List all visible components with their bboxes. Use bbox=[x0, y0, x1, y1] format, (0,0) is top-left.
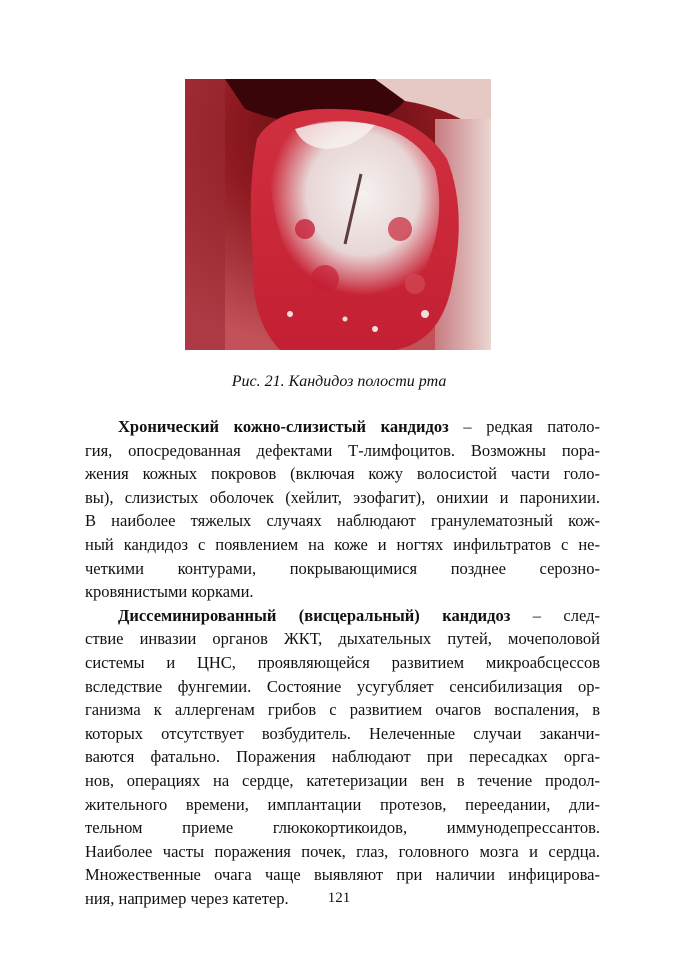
text-line: кровянистыми корками. bbox=[85, 582, 254, 602]
text-line: ствие инвазии органов ЖКТ, дыхательных путей, мочеполовой bbox=[85, 629, 600, 649]
text-line: ганизма к аллергенам грибов с развитием очагов воспаления, в bbox=[85, 700, 600, 720]
text-line: вы), слизистых оболочек (хейлит, эзофагит), онихии и паронихии. bbox=[85, 487, 600, 507]
text-line: жительного времени, имплантации протезов, переедании, дли- bbox=[85, 794, 600, 814]
text-line: Диссеминированный (висцеральный) кандидоз – след- bbox=[118, 605, 600, 625]
text-line: системы и ЦНС, проявляющейся развитием микроабсцессов bbox=[85, 652, 600, 672]
text-line: нов, операциях на сердце, катетеризации вен в течение продол- bbox=[85, 770, 600, 790]
figure-caption: Рис. 21. Кандидоз полости рта bbox=[231, 373, 447, 390]
text-line: Наиболее часты поражения почек, глаз, головного мозга и сердца. bbox=[85, 841, 600, 861]
text-line: Хронический кожно-слизистый кандидоз – редкая патоло- bbox=[118, 417, 600, 436]
text-line: тельном приеме глюкокортикоидов, иммунодепрессантов. bbox=[85, 818, 600, 838]
term-heading: Хронический кожно-слизистый кандидоз bbox=[118, 417, 449, 436]
text-line: вследствие фунгемии. Состояние усугубляет сенсибилизация ор- bbox=[85, 676, 600, 696]
term-heading: Диссеминированный (висцеральный) кандидоз bbox=[118, 605, 511, 625]
text-line: которых отсутствует возбудитель. Нелеченные случаи заканчи- bbox=[85, 723, 600, 743]
text-line: ния, например через катетер. bbox=[85, 888, 289, 908]
text-line: ный кандидоз с появлением на коже и ногтях инфильтратов с не- bbox=[85, 534, 600, 554]
text-line: ваются фатально. Поражения наблюдают при пересадках орга- bbox=[85, 747, 600, 767]
text-line: Множественные очага чаще выявляют при наличии инфицирова- bbox=[85, 865, 600, 885]
page-number: 121 bbox=[327, 890, 351, 906]
oral-candidiasis-photo bbox=[185, 79, 491, 350]
body-text bbox=[85, 415, 600, 910]
text-line: жения кожных покровов (включая кожу волосистой части голо- bbox=[85, 464, 600, 484]
text-line: В наиболее тяжелых случаях наблюдают гранулематозный кож- bbox=[85, 511, 600, 531]
text-line: четкими контурами, покрывающимися позднее серозно- bbox=[85, 558, 600, 578]
text-line: гия, опосредованная дефектами Т-лимфоцитов. Возможны пора- bbox=[85, 440, 600, 460]
